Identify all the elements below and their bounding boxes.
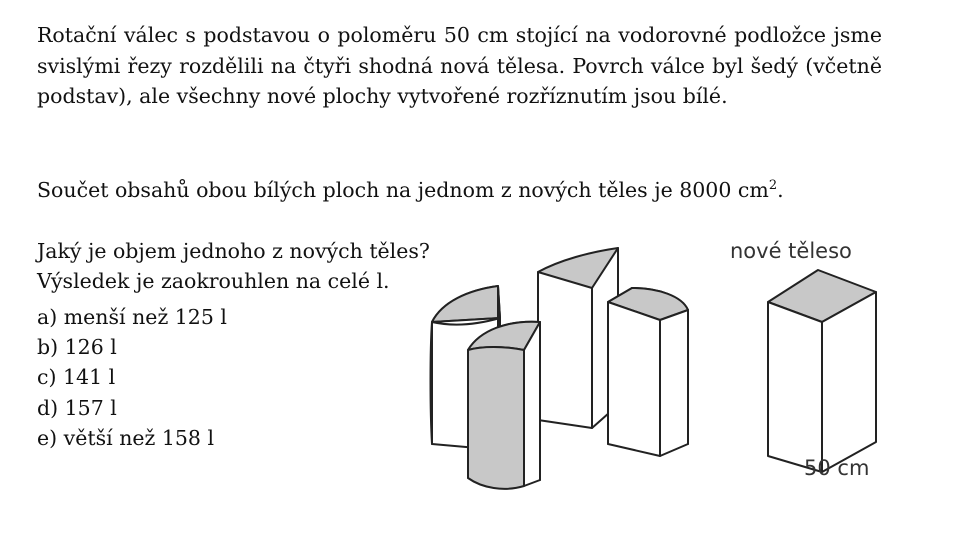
question-text: Jaký je objem jednoho z nových těles? [37, 239, 430, 263]
label-new-solid: nové těleso [730, 239, 852, 263]
problem-sum-statement [37, 175, 897, 206]
option-a: a) menší než 125 l [37, 305, 227, 329]
answer-options [37, 302, 227, 453]
cylinder-quarters-illustration [420, 230, 900, 505]
sum-text: Součet obsahů obou bílých ploch na jednom z nových těles je 8000 cm [37, 178, 769, 202]
sum-exponent: 2 [768, 178, 778, 193]
piece-back [538, 248, 618, 428]
problem-intro: Rotační válec s podstavou o poloměru 50 cm stojící na vodorovné podložce jsme svislými řezy rozdělili na čtyři shodná nová tělesa. Povrch válce byl šedý (včetně podstav), ale všechny nové plochy vytvořené rozříznutím jsou bílé. [37, 23, 882, 108]
option-e: e) větší než 158 l [37, 425, 215, 450]
cylinder-figure [420, 230, 900, 505]
option-c: c) 141 l [37, 365, 116, 390]
option-b: b) 126 l [37, 335, 117, 360]
new-solid-piece [768, 270, 876, 472]
sum-end: . [777, 178, 784, 202]
rounding-note: Výsledek je zaokrouhlen na celé l. [37, 269, 390, 293]
option-d: d) 157 l [37, 395, 117, 420]
label-radius: 50 cm [804, 456, 870, 480]
piece-right [608, 288, 688, 456]
problem-question [37, 236, 477, 296]
piece-front [468, 322, 540, 489]
